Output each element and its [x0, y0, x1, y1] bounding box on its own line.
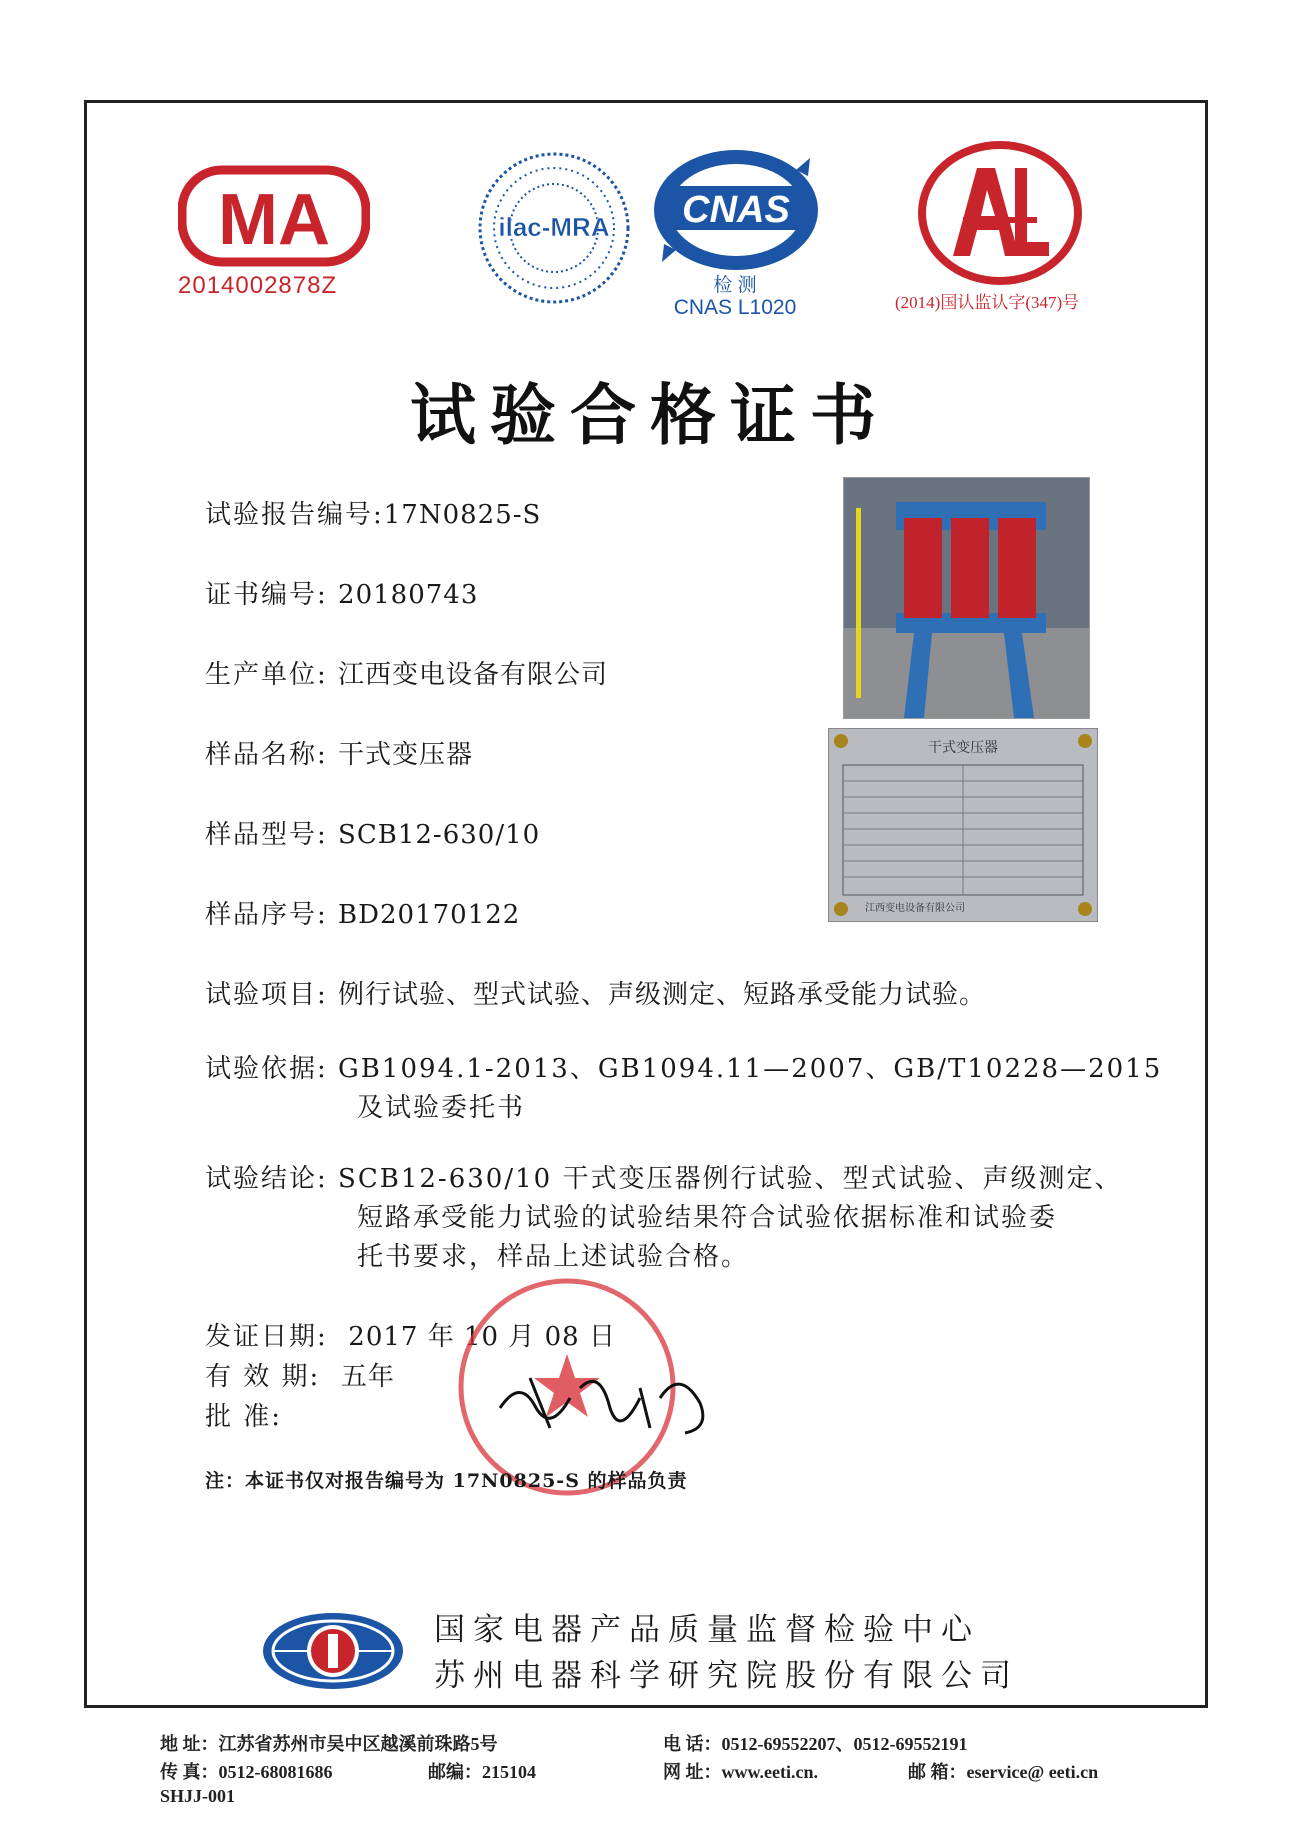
al-caption: (2014)国认监认字(347)号 [895, 293, 1080, 312]
conclusion-line3: 托书要求，样品上述试验合格。 [357, 1242, 750, 1272]
footer-doc-code: SHJJ-001 [160, 1786, 236, 1806]
manufacturer-value: 江西变电设备有限公司 [338, 660, 609, 690]
nameplate-title: 干式变压器 [928, 740, 998, 756]
test-items-label: 试验项目: [205, 980, 328, 1010]
ilac-text: ilac-MRA [498, 212, 610, 242]
nameplate-image [829, 729, 1097, 921]
test-items-value: 例行试验、型式试验、声级测定、短路承受能力试验。 [338, 980, 987, 1010]
nameplate-photo [828, 728, 1098, 922]
footer-postcode: 邮编：215104 [428, 1762, 536, 1782]
footnote: 注：本证书仅对报告编号为 17N0825-S 的样品负责 [205, 1470, 688, 1492]
cnas-sub: 检 测 [713, 275, 757, 296]
footer-fax: 传 真：0512-68081686 [160, 1762, 333, 1782]
conclusion-line2: 短路承受能力试验的试验结果符合试验依据标准和试验委 [357, 1203, 1058, 1233]
footer-phone: 电 话：0512-69552207、0512-69552191 [663, 1734, 968, 1754]
al-logo [915, 138, 1085, 288]
issue-date-label: 发证日期: [205, 1322, 328, 1352]
report-no-row [205, 494, 541, 531]
footer-website: 网 址：www.eeti.cn. [663, 1762, 818, 1782]
basis-label: 试验依据: [205, 1054, 328, 1084]
cert-no-value: 20180743 [338, 580, 479, 610]
validity-row [205, 1356, 395, 1393]
model-label: 样品型号: [205, 820, 328, 850]
issue-date-value: 2017 年 10 月 08 日 [348, 1322, 616, 1352]
conclusion-block [205, 1160, 1122, 1277]
cma-text: MA [218, 180, 330, 260]
basis-block [205, 1050, 1162, 1128]
org-logo [258, 1606, 408, 1696]
serial-label: 样品序号: [205, 900, 328, 930]
serial-value: BD20170122 [338, 900, 521, 930]
cnas-text: CNAS [682, 189, 790, 231]
sample-name-value: 干式变压器 [338, 740, 474, 770]
test-items-row [205, 974, 986, 1011]
sample-name-row [205, 734, 473, 771]
cnas-caption [650, 275, 820, 319]
manufacturer-row [205, 654, 608, 691]
product-photo [843, 477, 1090, 719]
approve-row [205, 1396, 282, 1433]
approve-label: 批 准: [205, 1402, 283, 1432]
cert-no-row [205, 574, 478, 611]
org-name-line1: 国家电器产品质量监督检验中心 [434, 1612, 980, 1648]
nameplate-maker: 江西变电设备有限公司 [865, 903, 965, 914]
model-row [205, 814, 540, 851]
basis-line2: 及试验委托书 [357, 1093, 526, 1123]
footer-address: 地 址：江苏省苏州市吴中区越溪前珠路5号 [160, 1734, 498, 1754]
sample-name-label: 样品名称: [205, 740, 328, 770]
basis-line1: GB1094.1-2013、GB1094.11—2007、GB/T10228—2015 [338, 1054, 1163, 1084]
manufacturer-label: 生产单位: [205, 660, 328, 690]
cma-logo [178, 162, 370, 270]
cnas-number: CNAS L1020 [673, 296, 797, 319]
report-no-value: 17N0825-S [383, 500, 542, 530]
cnas-logo [646, 140, 826, 275]
cma-number: 2014002878Z [178, 272, 338, 299]
page-title: 试验合格证书 [410, 377, 890, 454]
signature [490, 1358, 730, 1448]
conclusion-line1: SCB12-630/10 干式变压器例行试验、型式试验、声级测定、 [338, 1164, 1123, 1194]
serial-row [205, 894, 520, 931]
report-no-label: 试验报告编号: [205, 500, 384, 530]
footer-email: 邮 箱：eservice@ eeti.cn [908, 1762, 1099, 1782]
validity-value: 五年 [340, 1362, 395, 1392]
model-value: SCB12-630/10 [338, 820, 541, 850]
transformer-photo [844, 478, 1089, 718]
org-name-line2: 苏州电器科学研究院股份有限公司 [434, 1658, 1019, 1694]
cert-no-label: 证书编号: [205, 580, 328, 610]
ilac-mra-logo [474, 148, 634, 308]
conclusion-label: 试验结论: [205, 1164, 328, 1194]
validity-label: 有 效 期: [205, 1362, 321, 1392]
